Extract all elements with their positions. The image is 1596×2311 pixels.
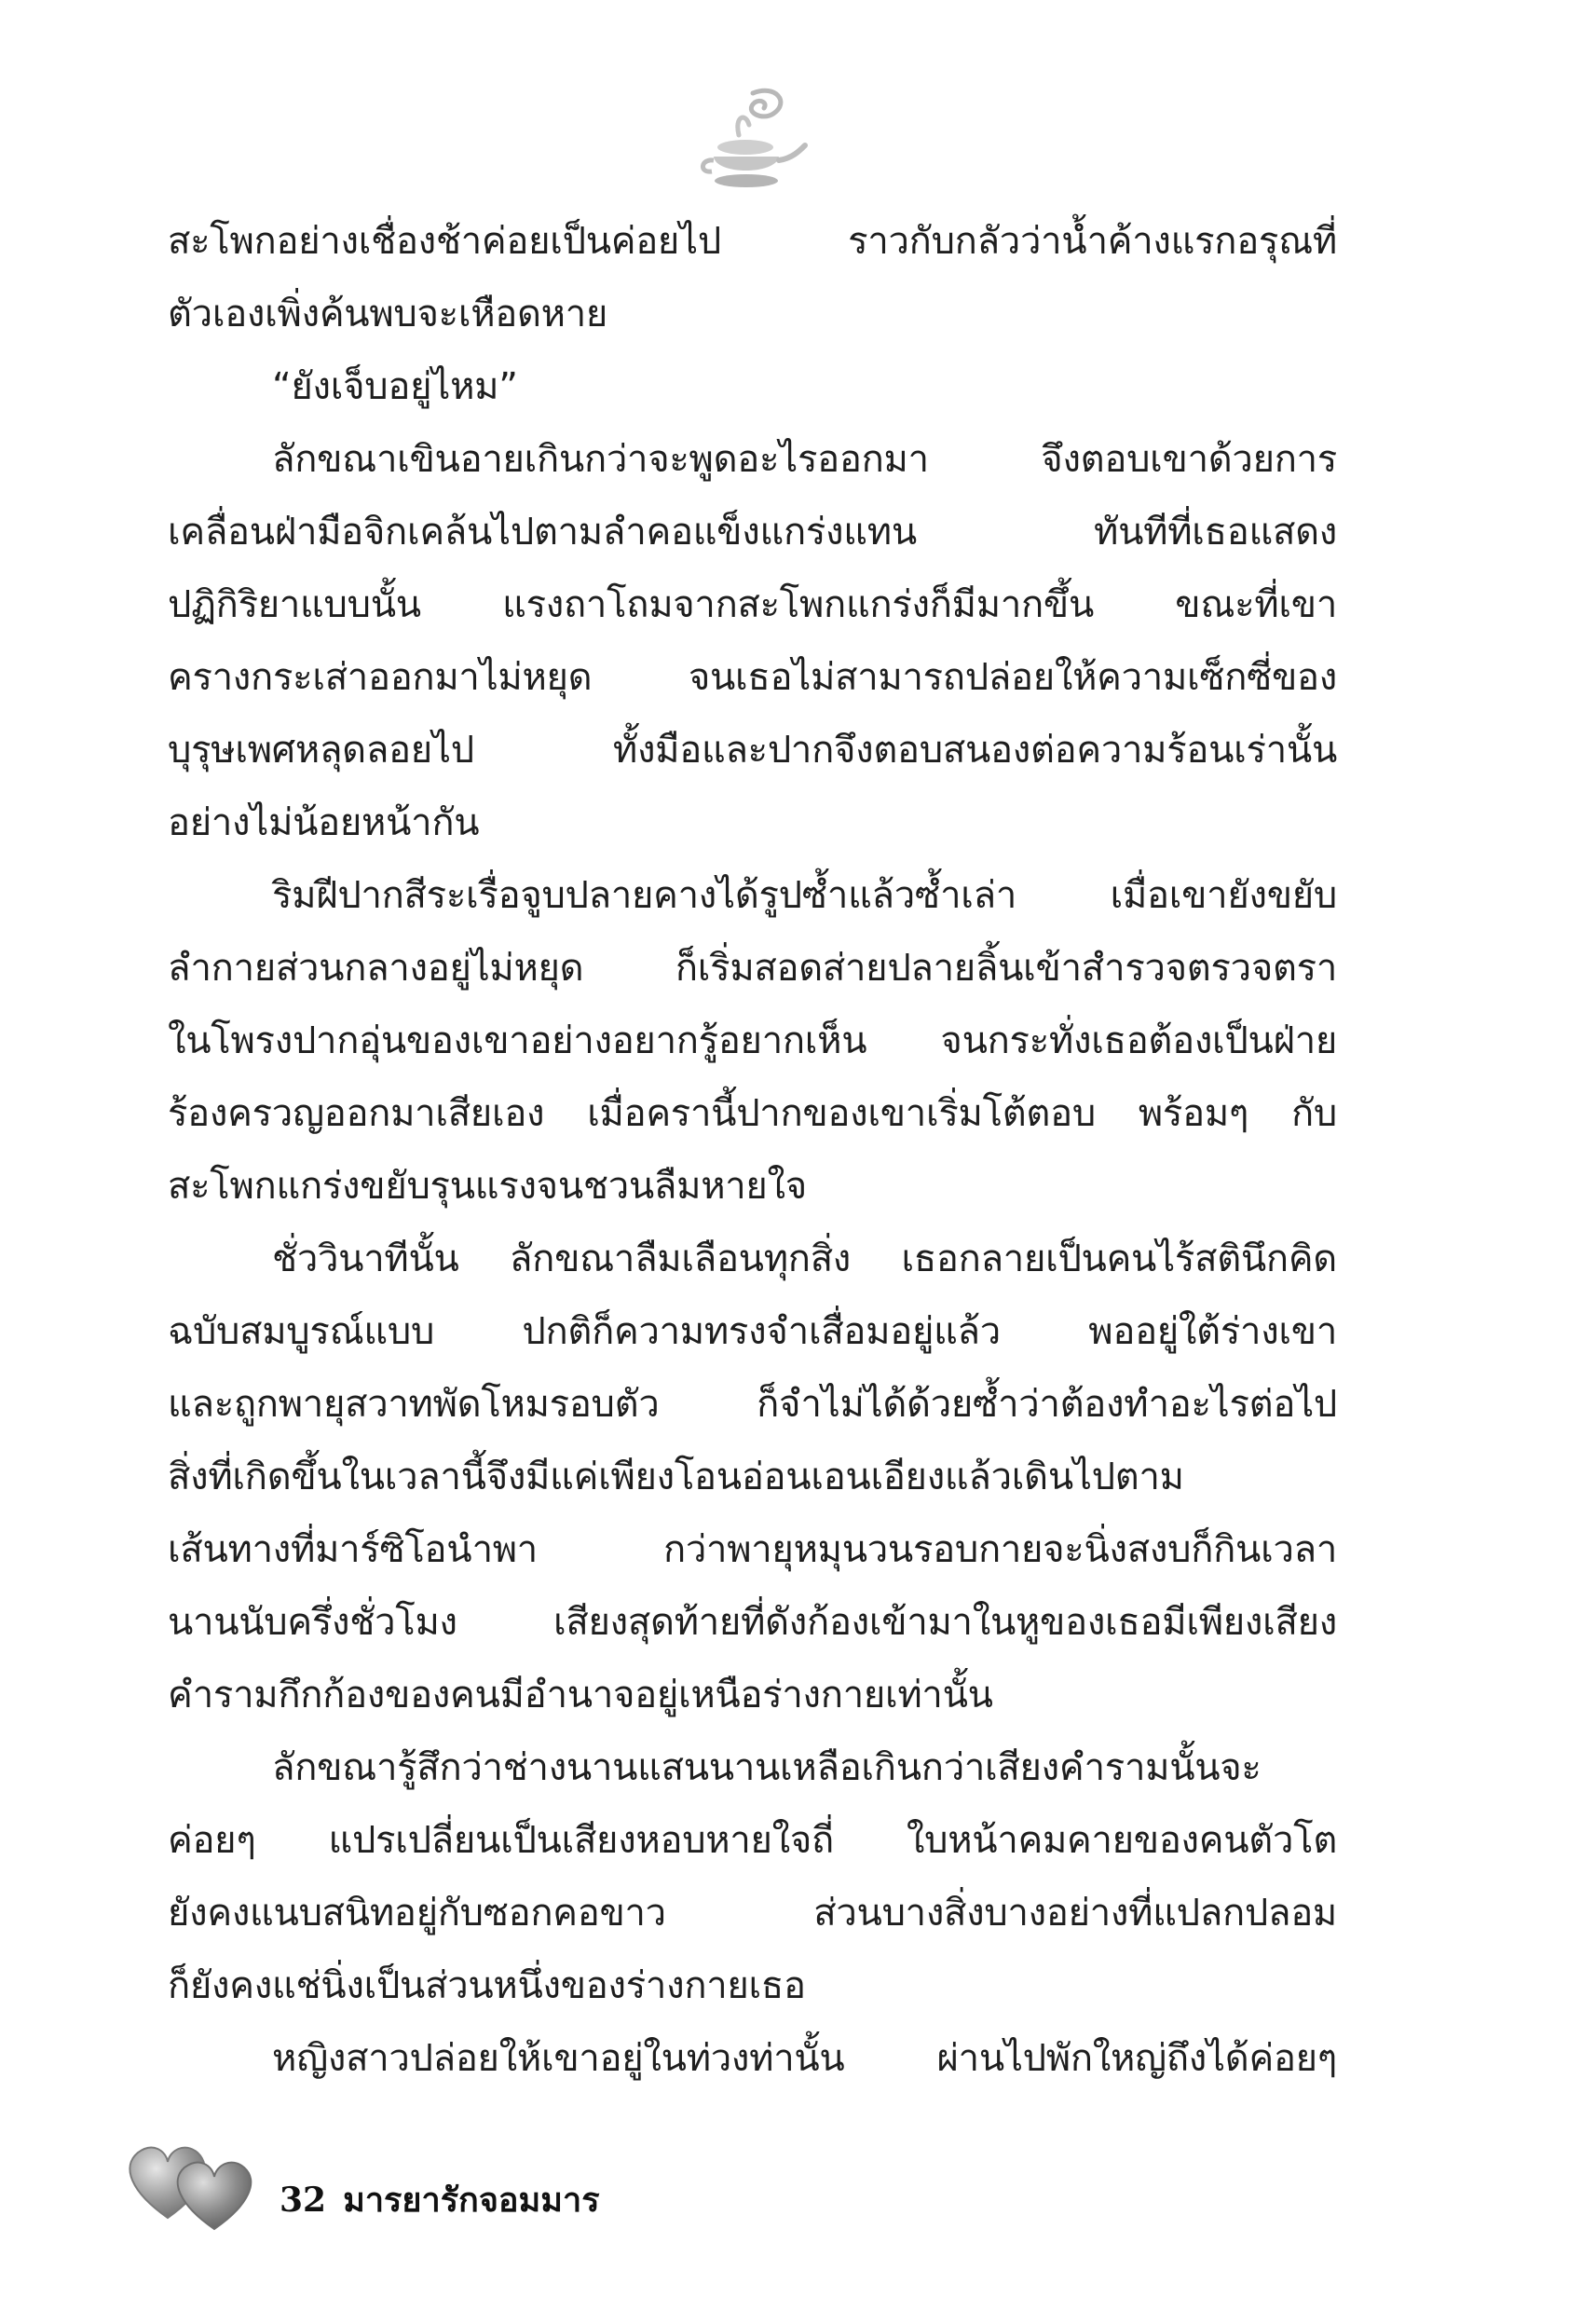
text-line: ตัวเองเพิ่งค้นพบจะเหือดหาย — [168, 293, 608, 335]
text-line: ริมฝีปากสีระเรื่อจูบปลายคางได้รูปซ้ำแล้วซ้ำเล่า เมื่อเขายังขยับ — [272, 874, 1337, 917]
text-line: สะโพกอย่างเชื่องช้าค่อยเป็นค่อยไป ราวกับกลัวว่าน้ำค้างแรกอรุณที่ — [168, 220, 1337, 263]
text-line: ฉบับสมบูรณ์แบบ ปกติก็ความทรงจำเสื่อมอยู่แล้ว พออยู่ใต้ร่างเขา — [168, 1310, 1337, 1353]
page-footer — [121, 2125, 773, 2236]
text-line: ยังคงแนบสนิทอยู่กับซอกคอขาว ส่วนบางสิ่งบางอย่างที่แปลกปลอม — [168, 1892, 1337, 1935]
text-line: ค่อยๆ แปรเปลี่ยนเป็นเสียงหอบหายใจถี่ ใบหน้าคมคายของคนตัวโต — [168, 1819, 1337, 1862]
text-line: อย่างไม่น้อยหน้ากัน — [168, 801, 480, 844]
text-line: ก็ยังคงแช่นิ่งเป็นส่วนหนึ่งของร่างกายเธอ — [168, 1964, 806, 2007]
text-line: และถูกพายุสวาทพัดโหมรอบตัว ก็จำไม่ได้ด้วยซ้ำว่าต้องทำอะไรต่อไป — [168, 1383, 1337, 1426]
text-line: ในโพรงปากอุ่นของเขาอย่างอยากรู้อยากเห็น จนกระทั่งเธอต้องเป็นฝ่าย — [168, 1019, 1337, 1062]
page-number: 32 — [280, 2181, 327, 2220]
text-line: บุรุษเพศหลุดลอยไป ทั้งมือและปากจึงตอบสนองต่อความร้อนเร่านั้น — [168, 729, 1337, 772]
text-line: ลักขณารู้สึกว่าช่างนานแสนนานเหลือเกินกว่าเสียงคำรามนั้นจะ — [272, 1746, 1262, 1789]
text-line: สิ่งที่เกิดขึ้นในเวลานี้จึงมีแค่เพียงโอนอ่อนเอนเอียงแล้วเดินไปตาม — [168, 1456, 1184, 1498]
footer-label — [280, 2173, 600, 2226]
magic-lamp-icon — [688, 84, 809, 196]
text-line: ปฏิกิริยาแบบนั้น แรงถาโถมจากสะโพกแกร่งก็มีมากขึ้น ขณะที่เขา — [168, 583, 1337, 626]
text-line: ร้องครวญออกมาเสียเอง เมื่อครานี้ปากของเขาเริ่มโต้ตอบ พร้อมๆ กับ — [168, 1092, 1337, 1135]
text-line: ลักขณาเขินอายเกินกว่าจะพูดอะไรออกมา จึงตอบเขาด้วยการ — [272, 438, 1337, 481]
text-line: “ยังเจ็บอยู่ไหม” — [272, 365, 518, 408]
text-line: เคลื่อนฝ่ามือจิกเคล้นไปตามลำคอแข็งแกร่งแทน ทันทีที่เธอแสดง — [168, 511, 1337, 554]
text-line: เส้นทางที่มาร์ซิโอนำพา กว่าพายุหมุนวนรอบกายจะนิ่งสงบก็กินเวลา — [168, 1528, 1337, 1571]
text-line: ลำกายส่วนกลางอยู่ไม่หยุด ก็เริ่มสอดส่ายปลายลิ้นเข้าสำรวจตรวจตรา — [168, 947, 1337, 990]
text-line: คำรามกึกก้องของคนมีอำนาจอยู่เหนือร่างกายเท่านั้น — [168, 1674, 993, 1716]
text-line: ชั่ววินาทีนั้น ลักขณาลืมเลือนทุกสิ่ง เธอกลายเป็นคนไร้สตินึกคิด — [272, 1238, 1337, 1280]
hearts-icon — [121, 2125, 280, 2236]
text-line: สะโพกแกร่งขยับรุนแรงจนชวนลืมหายใจ — [168, 1165, 807, 1208]
text-line: หญิงสาวปล่อยให้เขาอยู่ในท่วงท่านั้น ผ่านไปพักใหญ่ถึงได้ค่อยๆ — [272, 2037, 1337, 2080]
text-line: ครางกระเส่าออกมาไม่หยุด จนเธอไม่สามารถปล่อยให้ความเซ็กซี่ของ — [168, 656, 1337, 699]
body-text — [168, 205, 1337, 2095]
text-line: นานนับครึ่งชั่วโมง เสียงสุดท้ายที่ดังก้องเข้ามาในหูของเธอมีเพียงเสียง — [168, 1601, 1337, 1644]
book-title: มารยารักจอมมาร — [343, 2181, 600, 2220]
